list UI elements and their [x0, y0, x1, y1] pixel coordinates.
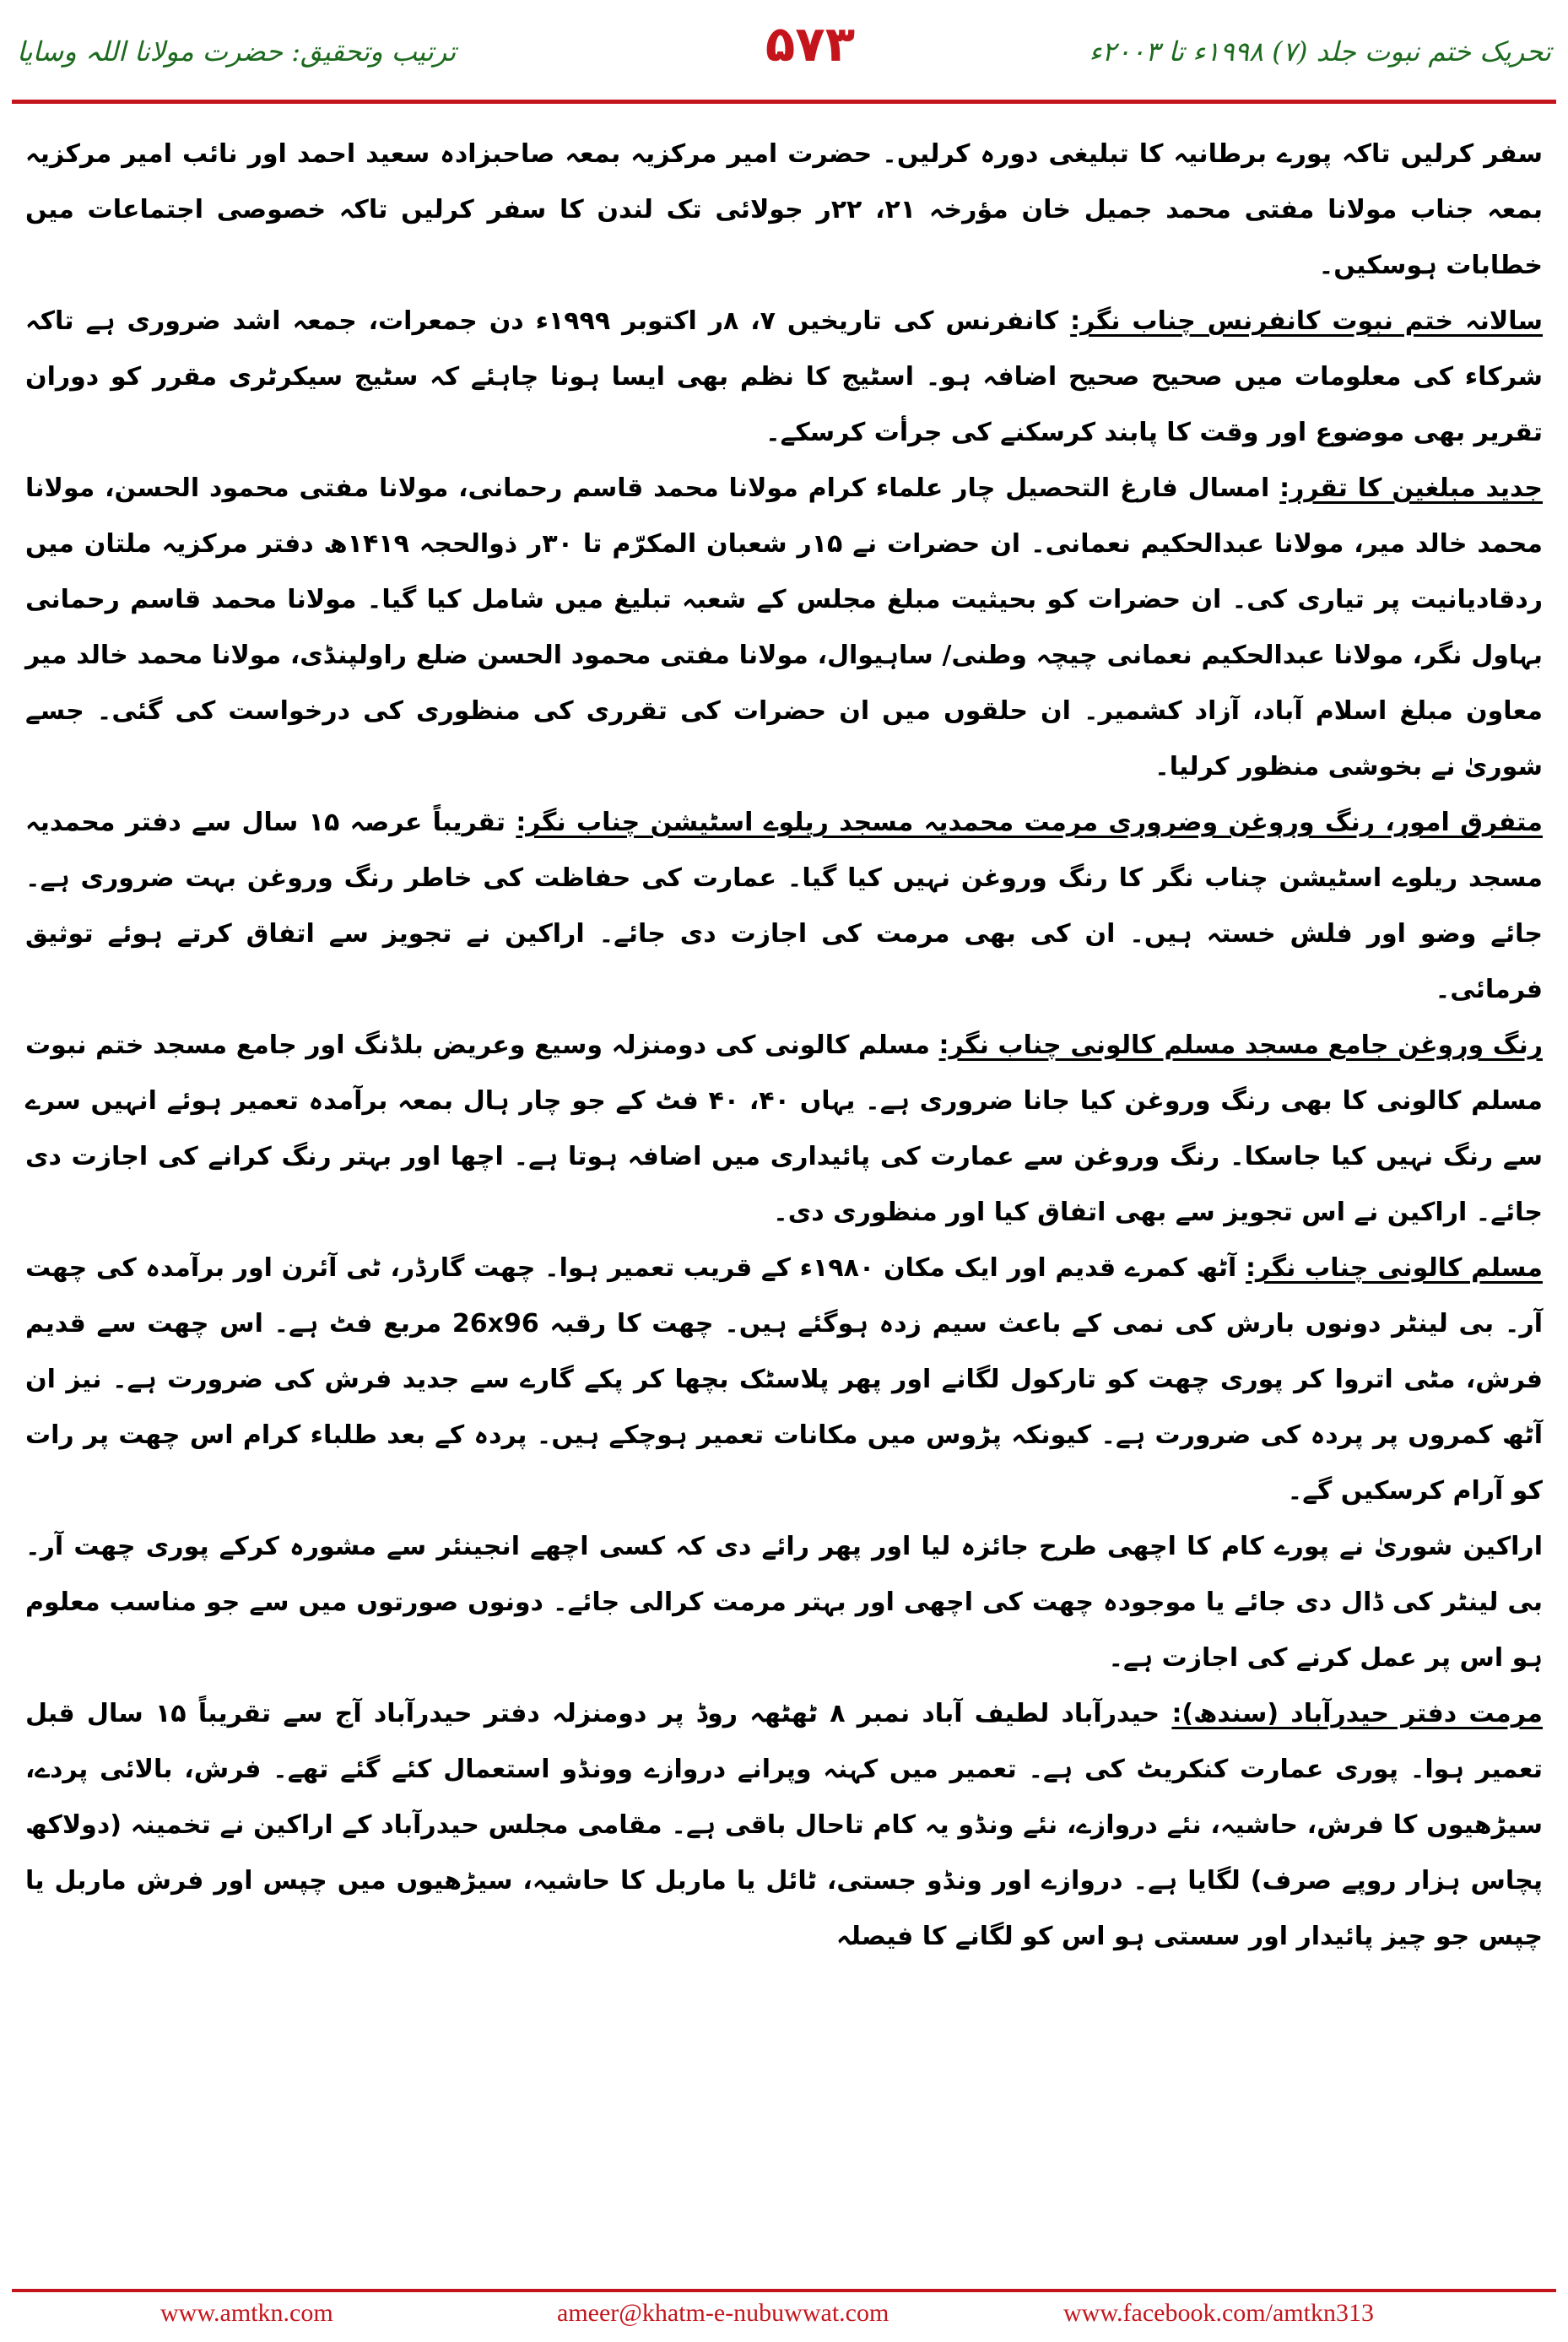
paragraph-8: [25, 1686, 1543, 1965]
section-heading-new-preachers: جدید مبلغین کا تقرر:: [1279, 473, 1543, 503]
paragraph-6: [25, 1241, 1543, 1519]
compiler-credit: ترتیب وتحقیق: حضرت مولانا اللہ وسایا: [17, 35, 457, 68]
page-footer: [0, 2299, 1568, 2333]
page-header: [0, 0, 1568, 101]
paragraph-4: [25, 795, 1543, 1018]
paragraph-3-text: امسال فارغ التحصیل چار علماء کرام مولانا محمد قاسم رحمانی، مولانا مفتی محمود الحسن، مولانا محمد خالد میر، مولانا عبدالحکیم نعمانی۔ ان حضرات نے ۱۵ر شعبان المکرّم تا ۳۰ر ذوالحجہ ۱۴۱۹ھ دفتر مرکزیہ ملتان میں ردقادیانیت پر تیاری کی۔ ان حضرات کو بحیثیت مبلغ مجلس کے شعبہ تبلیغ میں شامل کیا گیا۔ مولانا محمد قاسم رحمانی بہاول نگر، مولانا عبدالحکیم نعمانی چیچہ وطنی/ ساہیوال، مولانا مفتی محمود الحسن ضلع راولپنڈی، مولانا محمد خالد میر معاون مبلغ اسلام آباد، آزاد کشمیر۔ ان حلقوں میں ان حضرات کی تقرری کی منظوری کی درخواست کی گئی۔ جسے شوریٰ نے بخوشی منظور کرلیا۔: [25, 473, 1543, 782]
header-divider: [12, 100, 1556, 104]
paragraph-2-text: کانفرنس کی تاریخیں ۷، ۸ر اکتوبر ۱۹۹۹ء دن جمعرات، جمعہ اشد ضروری ہے تاکہ شرکاء کی معلومات میں صحیح صحیح اضافہ ہو۔ اسٹیج کا نظم بھی ایسا ہونا چاہئے کہ سٹیج سیکرٹری مقرر کو دوران تقریر بھی موضوع اور وقت کا پابند کرسکنے کی جرأت کرسکے۔: [25, 306, 1543, 447]
paragraph-2: [25, 294, 1543, 461]
section-heading-muslim-colony: مسلم کالونی چناب نگر:: [1245, 1253, 1543, 1283]
paragraph-4-text: تقریباً عرصہ ۱۵ سال سے دفتر محمدیہ مسجد ریلوے اسٹیشن چناب نگر کا رنگ وروغن نہیں کیا گیا۔ عمارت کی حفاظت کی خاطر رنگ وروغن بہت ضروری ہے۔ جائے وضو اور فلش خستہ ہیں۔ ان کی بھی مرمت کی اجازت دی جائے۔ اراکین نے تجویز سے اتفاق کرتے ہوئے توثیق فرمائی۔: [25, 808, 1543, 1004]
paragraph-6-text: آٹھ کمرے قدیم اور ایک مکان ۱۹۸۰ء کے قریب تعمیر ہوا۔ چھت گارڈر، ٹی آئرن اور برآمدہ کی چھت آر۔ بی لینٹر دونوں بارش کی نمی کے باعث سیم زدہ ہوگئے ہیں۔ چھت کا رقبہ 26x96 مربع فٹ ہے۔ اس چھت سے قدیم فرش، مٹی اتروا کر پوری چھت کو تارکول لگانے اور پھر پلاسٹک بچھا کر پکے گارے سے جدید فرش کی ضرورت ہے۔ نیز ان آٹھ کمروں پر پردہ کی ضرورت ہے۔ کیونکہ پڑوس میں مکانات تعمیر ہوچکے ہیں۔ پردہ کے بعد طلباء کرام اس چھت پر رات کو آرام کرسکیں گے۔: [25, 1253, 1543, 1506]
section-heading-annual-conference: سالانہ ختم نبوت کانفرنس چناب نگر:: [1070, 306, 1544, 336]
section-heading-hyderabad-office: مرمت دفتر حیدرآباد (سندھ):: [1171, 1699, 1543, 1728]
page-number: ۵۷۳: [765, 15, 856, 73]
section-heading-misc-repairs: متفرق امور، رنگ وروغن وضروری مرمت محمدیہ مسجد ریلوے اسٹیشن چناب نگر:: [516, 808, 1543, 837]
book-title: تحریک ختم نبوت جلد (۷) ۱۹۹۸ء تا ۲۰۰۳ء: [1089, 35, 1551, 68]
paragraph-5: [25, 1018, 1543, 1241]
section-heading-jamia-masjid: رنگ وروغن جامع مسجد مسلم کالونی چناب نگر:: [938, 1030, 1543, 1060]
email-link[interactable]: ameer@khatm-e-nubuwwat.com: [557, 2299, 889, 2327]
facebook-link[interactable]: www.facebook.com/amtkn313: [1063, 2299, 1374, 2327]
paragraph-5-text: مسلم کالونی کی دومنزلہ وسیع وعریض بلڈنگ اور جامع مسجد ختم نبوت مسلم کالونی کا بھی رنگ وروغن کیا جانا ضروری ہے۔ یہاں ۴۰، ۴۰ فٹ کے جو چار ہال بمعہ برآمدہ تعمیر ہوئے انہیں سرے سے رنگ نہیں کیا جاسکا۔ رنگ وروغن سے عمارت کی پائیداری میں اضافہ ہوتا ہے۔ اچھا اور بہتر رنگ کرانے کی اجازت دی جائے۔ اراکین نے اس تجویز سے بھی اتفاق کیا اور منظوری دی۔: [25, 1030, 1543, 1227]
paragraph-1: سفر کرلیں تاکہ پورے برطانیہ کا تبلیغی دورہ کرلیں۔ حضرت امیر مرکزیہ بمعہ صاحبزادہ سعید احمد اور نائب امیر مرکزیہ بمعہ جناب مولانا مفتی محمد جمیل خان مؤرخہ ۲۱، ۲۲ر جولائی تک لندن کا سفر کرلیں تاکہ خصوصی اجتماعات میں خطابات ہوسکیں۔: [25, 139, 1543, 280]
website-link[interactable]: www.amtkn.com: [160, 2299, 333, 2327]
paragraph-7: اراکین شوریٰ نے پورے کام کا اچھی طرح جائزہ لیا اور پھر رائے دی کہ کسی اچھے انجینئر سے مشورہ کرکے پوری چھت آر۔ بی لینٹر کی ڈال دی جائے یا موجودہ چھت کی اچھی اور بہتر مرمت کرالی جائے۔ دونوں صورتوں میں سے جو مناسب معلوم ہو اس پر عمل کرنے کی اجازت ہے۔: [25, 1532, 1543, 1673]
paragraph-8-text: حیدرآباد لطیف آباد نمبر ۸ ٹھٹھہ روڈ پر دومنزلہ دفتر حیدرآباد آج سے تقریباً ۱۵ سال قبل تعمیر ہوا۔ پوری عمارت کنکریٹ کی ہے۔ تعمیر میں کہنہ وپرانے دروازے وونڈو استعمال کئے گئے تھے۔ فرش، بالائی پردے، سیڑھیوں کا فرش، حاشیہ، نئے دروازے، نئے ونڈو یہ کام تاحال باقی ہے۔ مقامی مجلس حیدرآباد کے اراکین نے تخمینہ (دولاکھ پچاس ہزار روپے صرف) لگایا ہے۔ دروازے اور ونڈو جستی، ٹائل یا ماربل کا حاشیہ، سیڑھیوں میں چپس اور فرش ماربل یا چپس جو چیز پائیدار اور سستی ہو اس کو لگانے کا فیصلہ: [25, 1699, 1543, 1951]
footer-divider: [12, 2289, 1556, 2292]
page-body: [25, 127, 1543, 2262]
paragraph-3: [25, 461, 1543, 795]
